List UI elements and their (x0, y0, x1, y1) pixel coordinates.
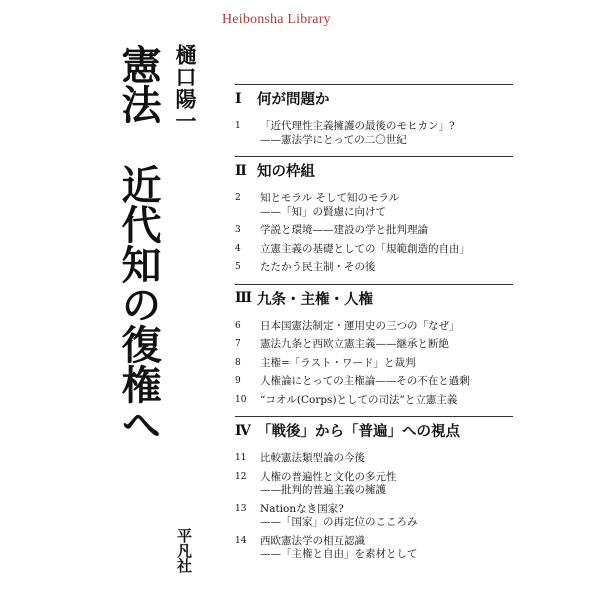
book-title: 憲法 近代知の復権へ (115, 44, 162, 444)
chapter-number: 14 (235, 535, 247, 546)
chapter-number: 7 (235, 339, 241, 349)
part-3 (235, 284, 513, 417)
chapter-number: 3 (235, 225, 241, 235)
chapter-title: たたかう民主制・その後 (260, 261, 376, 273)
part-heading (235, 84, 513, 112)
chapter-subtitle: ——憲法学にとっての二〇世紀 (260, 133, 407, 146)
author-name: 樋口陽一 (173, 44, 198, 132)
series-name: Heibonsha Library (222, 12, 331, 27)
chapter-title: 立憲主義の基礎としての「規範創造的自由」 (260, 242, 470, 255)
chapter-item (235, 192, 513, 219)
chapter-item (235, 471, 513, 498)
chapter-item (235, 535, 513, 562)
chapter-item (235, 338, 513, 352)
chapter-title: 憲法九条と西欧立憲主義——継承と断絶 (260, 338, 449, 350)
part-number: Ⅰ (235, 90, 242, 107)
chapter-title: 学説と環境——建設の学と批判理論 (260, 224, 428, 236)
chapter-number: 12 (235, 471, 247, 482)
chapter-item (235, 375, 513, 389)
chapter-item (235, 320, 513, 334)
part-1 (235, 84, 513, 156)
chapter-item (235, 224, 513, 238)
chapter-item (235, 503, 513, 530)
chapter-subtitle: ——「国家」の再定位のこころみ (260, 516, 418, 528)
part-heading (235, 416, 513, 444)
chapter-title: 人権の普遍性と文化の多元性 (260, 470, 397, 483)
chapter-item (235, 452, 513, 466)
chapter-number: 4 (235, 243, 241, 254)
chapter-title: 「近代理性主義擁護の最後のモヒカン」? (260, 120, 455, 132)
chapter-number: 9 (235, 376, 241, 386)
chapter-number: 1 (235, 121, 241, 131)
chapter-item (235, 243, 513, 257)
chapter-title: 比較憲法類型論の今後 (260, 452, 365, 464)
chapter-subtitle: ——「主権と自由」を素材として (260, 548, 418, 560)
chapter-title: “コオル(Corps)としての司法”と立憲主義 (260, 393, 458, 406)
part-number: Ⅱ (235, 162, 247, 179)
part-heading (235, 284, 513, 312)
part-title: 九条・主権・人権 (257, 290, 373, 308)
chapter-title: 西欧憲法学の相互認識 (260, 534, 365, 547)
chapter-item (235, 120, 513, 147)
chapter-number: 13 (235, 503, 247, 514)
chapter-number: 8 (235, 357, 241, 368)
part-2 (235, 156, 513, 284)
chapter-title: 知とモラル そして知のモラル (260, 192, 400, 204)
chapter-title: 人権論にとっての主権論——その不在と過剰 (260, 375, 470, 387)
part-title: 知の枠組 (257, 163, 315, 180)
chapter-item (235, 394, 513, 408)
part-number: Ⅳ (235, 422, 251, 439)
publisher-name: 平凡社 (175, 528, 193, 573)
chapter-title: 主権=「ラスト・ワード」と裁判 (260, 356, 416, 369)
chapter-number: 10 (235, 394, 247, 405)
part-title: 何が問題か (257, 91, 330, 108)
chapter-number: 2 (235, 193, 241, 203)
part-heading (235, 156, 513, 184)
chapter-subtitle: ——批判的普遍主義の擁護 (260, 484, 386, 496)
part-4 (235, 416, 513, 571)
chapter-item (235, 261, 513, 275)
part-title: 「戦後」から「普遍」への視点 (257, 423, 460, 440)
chapter-title: 日本国憲法制定・運用史の三つの「なぜ」 (260, 319, 460, 332)
chapter-number: 5 (235, 262, 241, 272)
chapter-number: 6 (235, 320, 241, 331)
chapter-number: 11 (235, 453, 247, 463)
chapter-item (235, 357, 513, 371)
chapter-subtitle: ——「知」の賢慮に向けて (260, 205, 386, 218)
chapter-title: Nationなき国家? (260, 502, 344, 515)
table-of-contents (235, 84, 513, 571)
part-number: Ⅲ (235, 290, 253, 306)
